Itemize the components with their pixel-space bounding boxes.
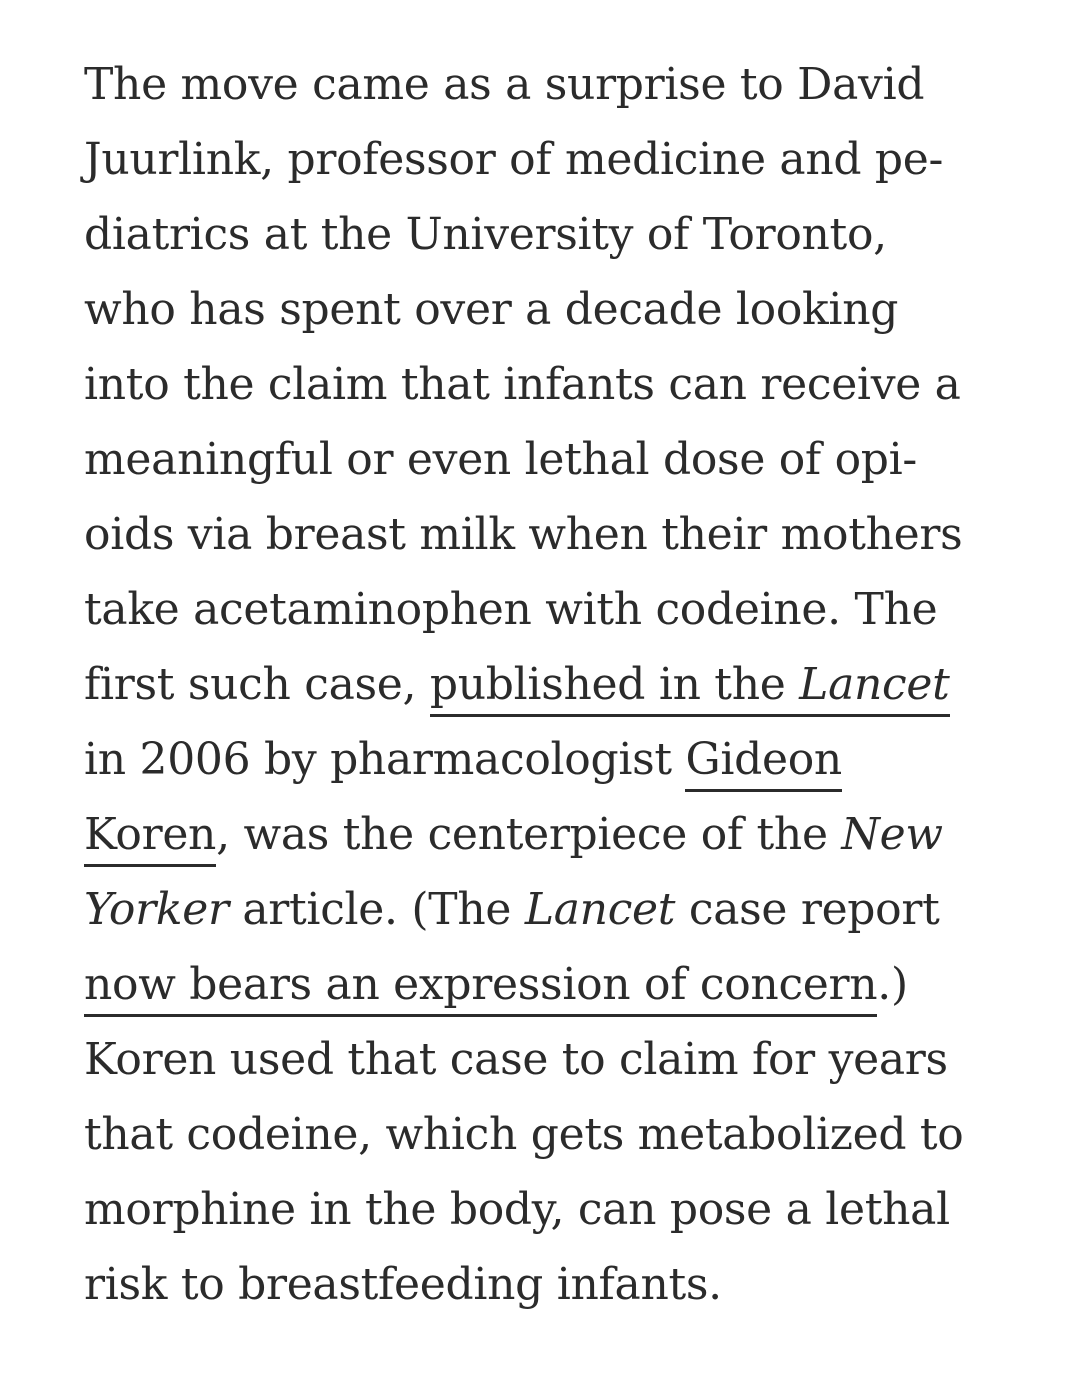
text-line — [84, 647, 1004, 722]
link-text: published in the — [429, 659, 800, 710]
text-line: take acetaminophen with codeine. The — [84, 584, 938, 635]
text-line — [84, 947, 1004, 1022]
text-span: , was the centerpiece of the — [216, 809, 842, 860]
text-span: in 2006 by pharmacologist — [84, 734, 686, 785]
gideon-koren-link[interactable]: Gideon — [685, 734, 841, 792]
text-line: that codeine, which gets metabolized to — [84, 1109, 964, 1160]
text-line — [84, 722, 1004, 797]
text-span: article. (The — [228, 884, 525, 935]
text-line — [84, 797, 1004, 872]
text-line: into the claim that infants can receive a — [84, 359, 961, 410]
text-line — [84, 872, 1004, 947]
text-line: morphine in the body, can pose a lethal — [84, 1184, 950, 1235]
italic-text: Lancet — [524, 884, 676, 935]
text-line: oids via breast milk when their mothers — [84, 509, 963, 560]
text-line: Juurlink, professor of medicine and pe- — [84, 134, 944, 185]
text-line: who has spent over a decade looking — [84, 284, 899, 335]
text-span: first such case, — [84, 659, 430, 710]
text-line: The move came as a surprise to David — [84, 59, 925, 110]
article-paragraph — [84, 47, 1004, 1322]
text-line: meaningful or even lethal dose of opi- — [84, 434, 918, 485]
text-line: diatrics at the University of Toronto, — [84, 209, 887, 260]
italic-text: Yorker — [84, 884, 229, 935]
text-span: case report — [675, 884, 940, 935]
lancet-link[interactable] — [430, 659, 950, 717]
italic-text: New — [841, 809, 943, 860]
text-span: .) — [877, 959, 908, 1010]
text-line: Koren used that case to claim for years — [84, 1034, 948, 1085]
gideon-koren-link-continued[interactable]: Koren — [84, 809, 216, 867]
link-italic-text: Lancet — [799, 659, 950, 710]
expression-of-concern-link[interactable]: now bears an expression of concern — [84, 959, 877, 1017]
text-line: risk to breastfeeding infants. — [84, 1259, 722, 1310]
